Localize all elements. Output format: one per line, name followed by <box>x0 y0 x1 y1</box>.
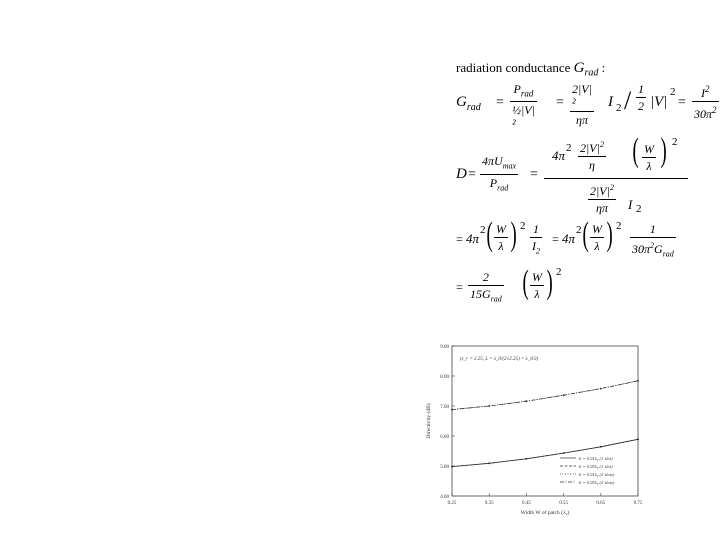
eq1-frac2: 2|V|² ηπ <box>572 82 592 127</box>
data-point <box>488 462 490 464</box>
intro-line <box>456 60 605 79</box>
y-tick-label: 7.00 <box>440 405 449 410</box>
series-line <box>452 381 638 410</box>
series-line <box>452 381 638 410</box>
directivity-chart <box>420 340 650 530</box>
data-point <box>600 446 602 448</box>
x-tick-label: 0.35 <box>484 501 494 506</box>
y-axis-label: Directivity (dB) <box>426 403 432 439</box>
y-tick-label: 4.00 <box>440 495 449 500</box>
data-point <box>526 400 528 402</box>
intro-symbol: G <box>573 60 585 76</box>
data-point <box>637 438 639 440</box>
eq1-lhs: $G_{rad}$ <box>456 94 481 113</box>
intro-subscript: rad <box>584 67 599 79</box>
x-tick-label: 0.75 <box>633 501 643 506</box>
y-tick-label: 9.00 <box>440 345 449 350</box>
legend-label: h = 0.01λ₀ (2 slots) <box>579 472 615 477</box>
x-tick-label: 0.55 <box>559 501 568 506</box>
eq2-big-frac: 4π 2 $2|V|^2$ η ( W λ ) 2 $2|V|^2$ ηπ I 2 <box>544 138 688 217</box>
eq2-lhs: D <box>456 166 467 182</box>
y-tick-label: 8.00 <box>440 375 449 380</box>
x-axis-label: Width W of patch (λ₀) <box>520 510 570 516</box>
series-line <box>452 439 638 466</box>
data-point <box>488 405 490 407</box>
data-point <box>637 380 639 382</box>
data-point <box>451 466 453 468</box>
eq1-equals: = <box>496 95 504 110</box>
intro-text: radiation conductance <box>456 60 571 75</box>
eq2-frac1: $4\pi U_{max}$ $P_{rad}$ <box>482 154 517 193</box>
slide: radiation conductance $G_{rad}$ : $G_{rad}$ = $P_{rad}$ ½|V|² = 2|V|² ηπ I 2 / 1 2 |V| 2 = $I^2$ $30\pi^2$ D = $4\pi U_{max}$ $P_{rad}$ = 4π 2 $2|V|^2$ η ( W λ ) 2 $2|V|^2$ ηπ I 2 = 4π 2 ( W λ ) 2 1 $I_2$ = 4π 2 ( W λ ) 2 1 $30\pi^2G_{rad}$ = 2 $15G_{rad}$ ( W λ ) 2 4.00 5.00 6.00 7.00 8.00 9.00 0.25 0.35 0.45 0.55 0.65 0.75 Width W of patch (λ₀) Directivity (dB) (ε_r = 2.25, L = λ_0/(2√2.25) = λ_0/3) h = 0.01λ₀ (1 slot) h = 0.05λ₀ (1 slot) h = 0.01λ₀ (2 slots) h = 0.05λ₀ (2 slots) <box>0 0 720 540</box>
intro-colon: : <box>601 60 606 75</box>
y-tick-label: 6.00 <box>440 435 449 440</box>
x-tick-label: 0.45 <box>522 501 531 506</box>
x-tick-label: 0.25 <box>447 501 457 506</box>
legend-label: h = 0.05λ₀ (2 slots) <box>579 480 615 485</box>
chart-title: (ε_r = 2.25, L = λ_0/(2√2.25) = λ_0/3) <box>460 357 539 362</box>
eq1-frac3: 1 2 <box>638 82 644 113</box>
eq1-frac4: $I^2$ $30\pi^2$ <box>694 84 717 121</box>
eq1-frac1: $P_{rad}$ ½|V|² <box>512 82 535 132</box>
legend-label: h = 0.01λ₀ (1 slot) <box>579 456 613 461</box>
data-point <box>451 409 453 411</box>
x-tick-label: 0.65 <box>596 501 606 506</box>
data-point <box>563 452 565 454</box>
series-line <box>452 439 638 466</box>
eq1-mid: I <box>608 94 613 110</box>
legend-label: h = 0.05λ₀ (1 slot) <box>579 464 613 469</box>
data-point <box>600 388 602 390</box>
data-point <box>526 458 528 460</box>
data-point <box>563 394 565 396</box>
eq1-equals-2: = <box>556 95 564 110</box>
y-tick-label: 5.00 <box>440 465 449 470</box>
chart-svg <box>420 340 650 530</box>
